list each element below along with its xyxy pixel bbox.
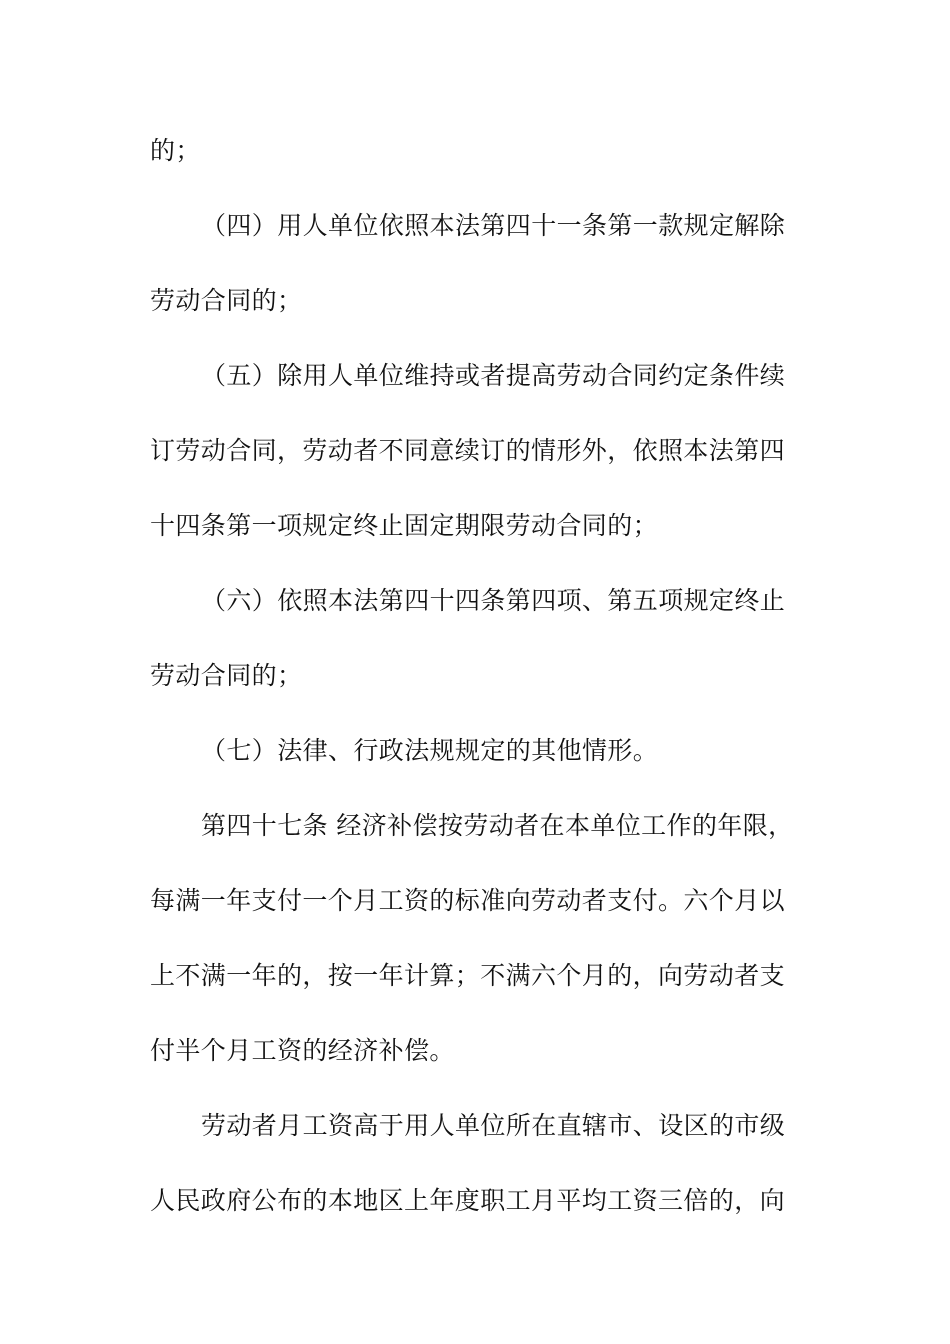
text-line: （七）法律、行政法规规定的其他情形。 bbox=[201, 736, 659, 765]
text-line: （六）依照本法第四十四条第四项、第五项规定终止 bbox=[201, 586, 786, 615]
text-line: 十四条第一项规定终止固定期限劳动合同的； bbox=[150, 511, 659, 540]
text-line: 订劳动合同，劳动者不同意续订的情形外，依照本法第四 bbox=[150, 436, 786, 465]
text-line: 人民政府公布的本地区上年度职工月平均工资三倍的，向 bbox=[150, 1186, 786, 1215]
text-line: 付半个月工资的经济补偿。 bbox=[150, 1036, 455, 1065]
text-line: （五）除用人单位维持或者提高劳动合同约定条件续 bbox=[201, 361, 786, 390]
text-line: 的； bbox=[150, 136, 201, 165]
text-line: 劳动者月工资高于用人单位所在直辖市、设区的市级 bbox=[201, 1111, 786, 1140]
text-line: 每满一年支付一个月工资的标准向劳动者支付。六个月以 bbox=[150, 886, 786, 915]
text-line: 劳动合同的； bbox=[150, 286, 303, 315]
text-line: 劳动合同的； bbox=[150, 661, 303, 690]
text-line: （四）用人单位依照本法第四十一条第一款规定解除 bbox=[201, 211, 786, 240]
article-heading-line: 第四十七条 经济补偿按劳动者在本单位工作的年限， bbox=[201, 811, 794, 840]
text-line: 上不满一年的，按一年计算；不满六个月的，向劳动者支 bbox=[150, 961, 786, 990]
